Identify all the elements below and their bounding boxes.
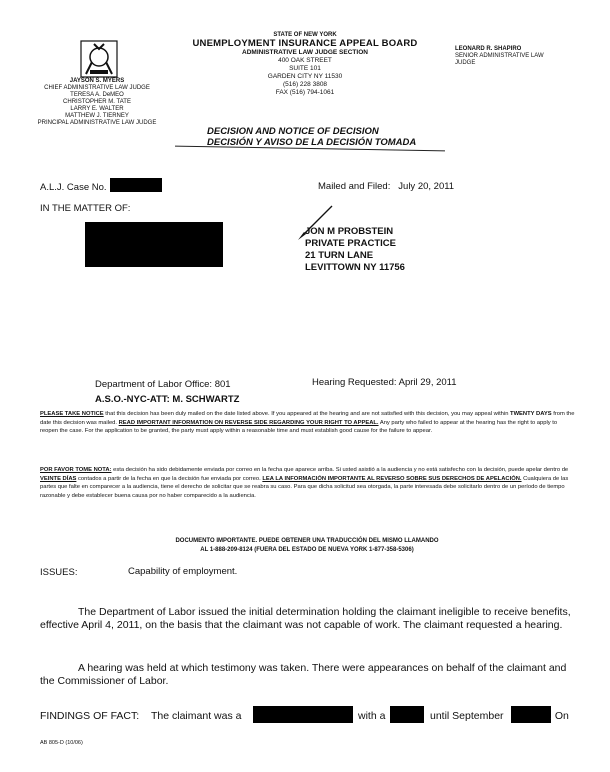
findings-until: until September	[430, 710, 504, 722]
notice-text: contados a partir de la fecha en que la decisión fue enviada por correo.	[76, 475, 263, 482]
findings-text: The claimant was a	[151, 710, 242, 722]
mailed-label: Mailed and Filed:	[318, 181, 391, 192]
notice-lead: PLEASE TAKE NOTICE	[40, 411, 104, 417]
phone: (516) 228 3808	[282, 81, 328, 88]
judge-title: SENIOR ADMINISTRATIVE LAW JUDGE	[455, 53, 544, 66]
notice-text: that this decision has been duly mailed on the date listed above. If you appeared at the hearing and are not satisfied with this decision, you may appeal within	[103, 411, 511, 417]
board-name: UNEMPLOYMENT INSURANCE APPEAL BOARD	[192, 38, 418, 49]
dol-office	[95, 379, 231, 390]
twenty-days: TWENTY DAYS	[510, 411, 552, 417]
judge-title: PRINCIPAL ADMINISTRATIVE LAW JUDGE	[37, 120, 157, 126]
recipient-street: 21 TURN LANE	[305, 250, 374, 261]
recipient-address	[305, 226, 405, 274]
translation-line-2: AL 1-888-209-8124 (FUERA DEL ESTADO DE NUEVA YORK 1-877-358-5306)	[200, 547, 414, 553]
judge-name: LARRY E. WALTER	[70, 106, 124, 112]
hearing-date: April 29, 2011	[398, 377, 457, 388]
office-number: 801	[214, 379, 231, 390]
notice-text: esta decisión ha sido debidamente enviada por correo en la fecha que aparece arriba. Si usted asistió a la audiencia y no está satisfecho con la decisión, puede apelar dentro de	[111, 467, 569, 473]
judge-name: JAYSON S. MYERS	[69, 78, 125, 84]
notice-text: Any party who failed to appear at the hearing has the right to apply to reopen the case. For the application to be granted, the party must apply within a reasonable time and must establish good cause for the failure to appear.	[40, 419, 558, 434]
judge-name: MATTHEW J. TIERNEY	[65, 113, 129, 119]
mailed-date: July 20, 2011	[398, 181, 455, 192]
case-number-row	[40, 182, 107, 193]
notice-text: Cualquiera de las partes que falte en comparecer a la audiencia, tiene el derecho de solicitar que se reabra su caso. Para que dicha solicitud sea otorgada, la parte interesada debe solicitarlo dentro de un período de tiempo razonable y debe establecer buena causa por no haber comparecido a la audiencia.	[40, 475, 569, 499]
redacted-occupation	[253, 706, 353, 723]
fax: FAX (516) 794-1061	[275, 89, 335, 96]
form-number: AB 805-D (10/06)	[40, 740, 83, 746]
suite: SUITE 101	[289, 65, 321, 72]
nys-seal-icon	[80, 40, 118, 78]
findings-label: FINDINGS OF FACT:	[40, 710, 140, 722]
matter-label: IN THE MATTER OF:	[40, 203, 131, 214]
hearing-requested	[312, 377, 457, 388]
notice-lead-es: POR FAVOR TOME NOTA:	[40, 467, 112, 473]
city: GARDEN CITY NY 11530	[267, 73, 343, 80]
paragraph-hearing: A hearing was held at which testimony was taken. There were appearances on behalf of the claimant and the Commissioner of Labor.	[40, 662, 567, 687]
title-english: DECISION AND NOTICE OF DECISION	[207, 126, 379, 137]
section-name: ADMINISTRATIVE LAW JUDGE SECTION	[242, 49, 368, 56]
lea-importante: LEA LA INFORMACIÓN IMPORTANTE AL REVERSO SOBRE SUS DERECHOS DE APELACIÓN.	[262, 475, 522, 482]
aso-line: A.S.O.-NYC-ATT: M. SCHWARTZ	[95, 394, 240, 405]
recipient-firm: PRIVATE PRACTICE	[305, 238, 396, 249]
hearing-label: Hearing Requested:	[312, 377, 397, 388]
translation-notice	[132, 537, 482, 555]
case-number-label: A.L.J. Case No.	[40, 182, 107, 193]
notice-spanish	[40, 466, 575, 500]
document-title	[207, 126, 416, 148]
findings-on: . On	[549, 710, 569, 722]
translation-line-1: DOCUMENTO IMPORTANTE. PUEDE OBTENER UNA TRADUCCIÓN DEL MISMO LLAMANDO	[175, 538, 439, 544]
street-address: 400 OAK STREET	[278, 57, 332, 64]
issues-value: Capability of employment.	[128, 566, 238, 577]
issues-label: ISSUES:	[40, 567, 78, 578]
agency-header	[175, 32, 435, 97]
paragraph-determination: The Department of Labor issued the initial determination holding the claimant ineligible to receive benefits, effective April 4, 2011, on the basis that the claimant was not capable of work. The claimant requested a hearing.	[40, 606, 571, 631]
redacted-employer	[390, 706, 424, 723]
judge-name: CHRISTOPHER M. TATE	[63, 99, 131, 105]
notice-text: from the date this decision was mailed.	[40, 411, 575, 426]
judges-list-right	[455, 46, 565, 67]
recipient-city: LEVITTOWN NY 11756	[305, 262, 405, 273]
redacted-claimant	[85, 222, 223, 267]
judge-name: TERESA A. DeMEO	[70, 92, 124, 98]
redacted-date	[511, 706, 551, 723]
findings-with: with a	[358, 710, 386, 722]
veinte-dias: VEINTE DÍAS	[40, 475, 77, 482]
notice-english	[40, 410, 575, 436]
state-name: STATE OF NEW YORK	[273, 32, 337, 38]
judge-title: CHIEF ADMINISTRATIVE LAW JUDGE	[44, 85, 150, 91]
recipient-name: JON M PROBSTEIN	[305, 226, 394, 237]
redacted-case-number	[110, 178, 162, 192]
office-label: Department of Labor Office:	[95, 379, 213, 390]
mailed-filed	[318, 181, 454, 192]
title-spanish: DECISIÓN Y AVISO DE LA DECISIÓN TOMADA	[207, 137, 417, 148]
judges-list-left	[32, 78, 162, 127]
read-important: READ IMPORTANT INFORMATION ON REVERSE SIDE REGARDING YOUR RIGHT TO APPEAL.	[118, 419, 379, 426]
judge-name: LEONARD R. SHAPIRO	[455, 46, 522, 52]
